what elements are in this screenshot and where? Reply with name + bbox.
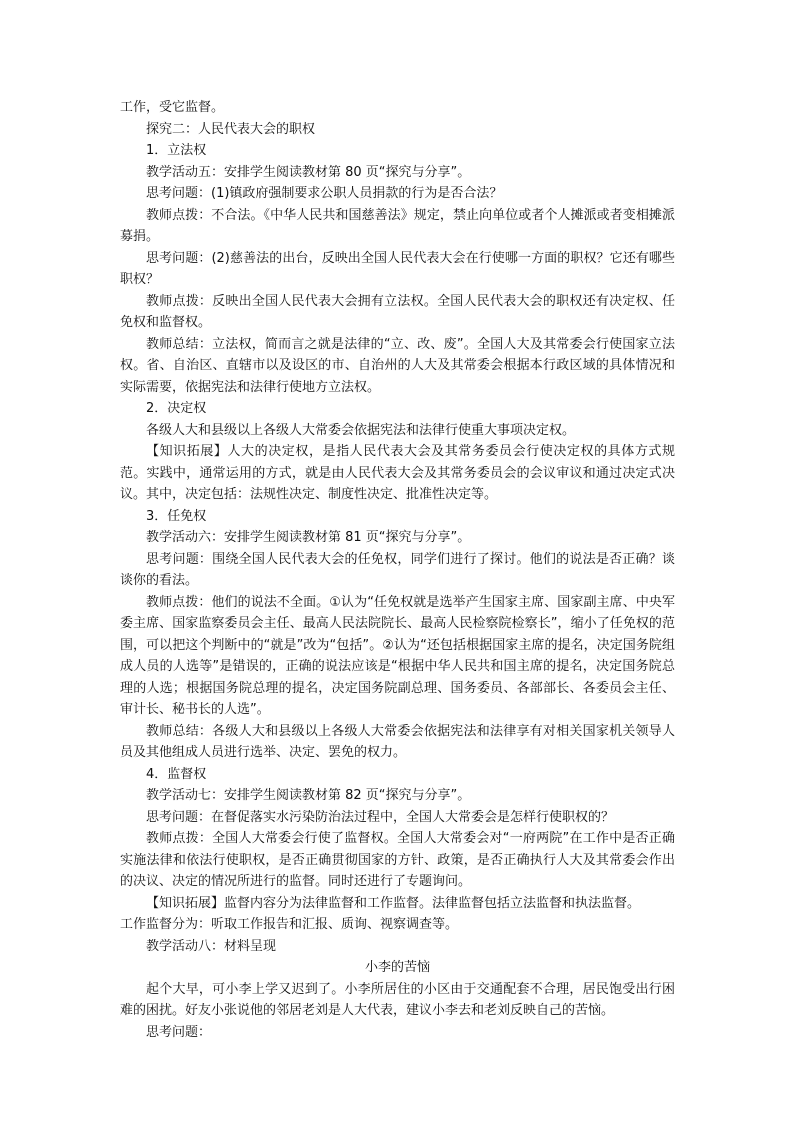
teacher-note: 教师点拨：反映出全国人民代表大会拥有立法权。全国人民代表大会的职权还有决定权、任免权和监督权。	[120, 293, 675, 330]
question-line: 思考问题：(1)镇政府强制要求公职人员捐款的行为是否合法？	[146, 186, 503, 201]
knowledge-extension: 【知识拓展】人大的决定权，是指人民代表大会及其常务委员会行使决定权的具体方式规范。实践中，通常运用的方式，就是由人民代表大会及其常务委员会的会议审议和通过决定式决议。其中，决定包括：法规性决定、制度性决定、批准性决定等。	[120, 444, 675, 502]
subsection-heading: 1．立法权	[146, 143, 207, 158]
subsection-heading: 4．监督权	[146, 766, 207, 782]
material-story: 起个大早，可小李上学又迟到了。小李所居住的小区由于交通配套不合理，居民饱受出行困难的困扰。好友小张说他的邻居老刘是人大代表，建议小李去和老刘反映自己的苦恼。	[120, 981, 675, 1018]
teacher-note: 教师点拨：不合法。《中华人民共和国慈善法》规定，禁止向单位或者个人摊派或者变相摊派募捐。	[120, 207, 675, 244]
teacher-summary: 教师总结：各级人大和县级以上各级人大常委会依据宪法和法律享有对相关国家机关领导人员及其他组成人员进行选举、决定、罢免的权力。	[120, 723, 675, 760]
activity-line: 教学活动七：安排学生阅读教材第 82 页“探究与分享”。	[146, 788, 471, 803]
question-line: 思考问题：在督促落实水污染防治法过程中，全国人大常委会是怎样行使职权的？	[146, 809, 615, 825]
question-line: 思考问题：(2)慈善法的出台，反映出全国人民代表大会在行使哪一方面的职权？它还有哪些职权？	[120, 250, 675, 287]
activity-line: 教学活动八：材料呈现	[146, 938, 277, 954]
subsection-heading: 3．任免权	[146, 508, 207, 524]
activity-line: 教学活动六：安排学生阅读教材第 81 页“探究与分享”。	[146, 530, 471, 545]
question-line: 思考问题：	[146, 1024, 212, 1040]
document-page	[120, 97, 675, 1043]
teacher-note: 教师点拨：他们的说法不全面。①认为“任免权就是选举产生国家主席、国家副主席、中央军委主席、国家监察委员会主任、最高人民法院院长、最高人民检察院检察长”，缩小了任免权的范围，可以把这个判断中的“就是”改为“包括”。②认为“还包括根据国家主席的提名，决定国务院组成人员的人选等”是错误的，正确的说法应该是“根据中华人民共和国主席的提名，决定国务院总理的人选；根据国务院总理的提名，决定国务院副总理、国务委员、各部部长、各委员会主任、审计长、秘书长的人选”。	[120, 594, 675, 717]
activity-line: 教学活动五：安排学生阅读教材第 80 页“探究与分享”。	[146, 164, 471, 180]
text-line: 各级人大和县级以上各级人大常委会依据宪法和法律行使重大事项决定权。	[146, 422, 576, 438]
teacher-summary: 教师总结：立法权，简而言之就是法律的“立、改、废”。全国人大及其常委会行使国家立法权。省、自治区、直辖市以及设区的市、自治州的人大及其常委会根据本行政区域的具体情况和实际需要，依据宪法和法律行使地方立法权。	[120, 336, 675, 395]
subsection-heading: 2．决定权	[146, 401, 207, 416]
material-title: 小李的苦恼	[364, 960, 430, 975]
text-line: 工作，受它监督。	[120, 100, 225, 115]
question-line: 思考问题：围绕全国人民代表大会的任免权，同学们进行了探讨。他们的说法是否正确？谈谈你的看法。	[120, 551, 675, 588]
section-heading: 探究二：人民代表大会的职权	[146, 121, 316, 137]
text-line: 工作监督分为：听取工作报告和汇报、质询、视察调查等。	[120, 917, 459, 932]
teacher-note: 教师点拨：全国人大常委会行使了监督权。全国人大常委会对“一府两院”在工作中是否正确实施法律和依法行使职权，是否正确贯彻国家的方针、政策，是否正确执行人大及其常委会作出的决议、决定的情况所进行的监督。同时还进行了专题询问。	[120, 831, 675, 889]
knowledge-extension: 【知识拓展】监督内容分为法律监督和工作监督。法律监督包括立法监督和执法监督。	[146, 895, 641, 911]
